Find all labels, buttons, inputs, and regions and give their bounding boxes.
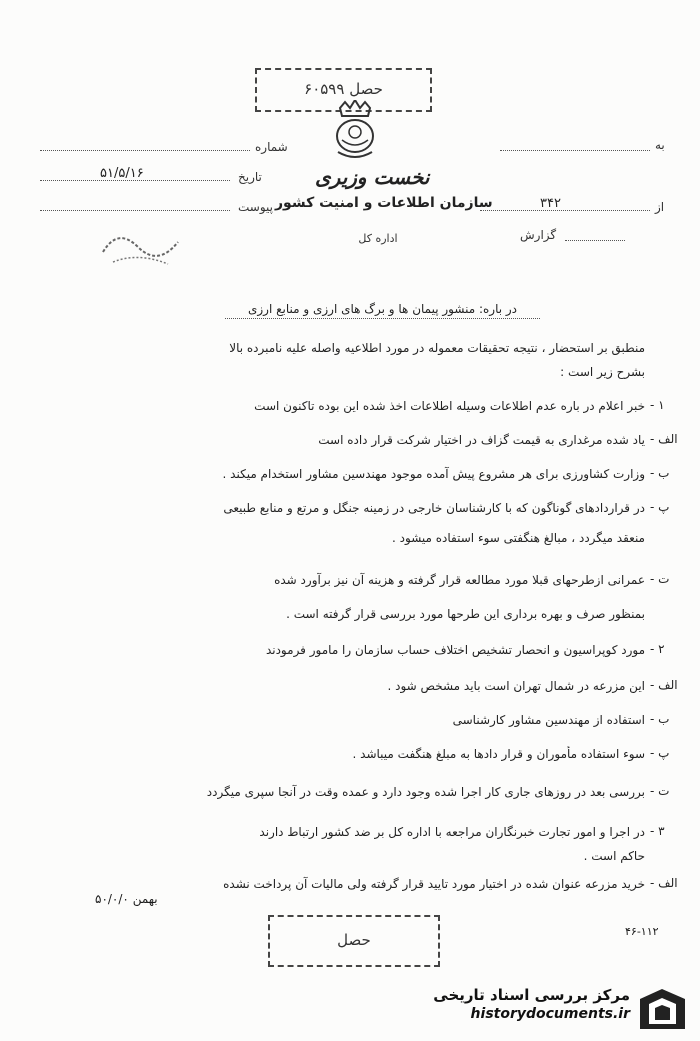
body-line bbox=[20, 784, 670, 800]
body-line-marker: ۳ - bbox=[650, 824, 665, 838]
subject-underline bbox=[225, 318, 540, 319]
body-line bbox=[20, 340, 645, 356]
body-line bbox=[20, 530, 645, 546]
report-label: گزارش bbox=[520, 228, 557, 242]
to-line bbox=[500, 150, 650, 151]
body-line bbox=[20, 364, 645, 380]
body-line-text: در قراردادهای گوناگون که با کارشناسان خارجی در زمینه جنگل و مرتع و منابع طبیعی bbox=[223, 501, 645, 515]
body-line-text: وزارت کشاورزی برای هر مشروع پیش آمده موجود مهندسین مشاور استخدام میکند . bbox=[222, 467, 645, 481]
handwritten-note-icon bbox=[98, 222, 188, 272]
body-line bbox=[20, 824, 665, 840]
body-line bbox=[20, 500, 670, 516]
org-line2: سازمان اطلاعات و امنیت کشور bbox=[275, 195, 493, 211]
body-line-text: استفاده از مهندسین مشاور کارشناسی bbox=[452, 713, 645, 727]
body-line bbox=[20, 432, 678, 448]
number-line bbox=[40, 150, 250, 151]
body-line-text: بررسی بعد در روزهای جاری کار اجرا شده وجود دارد و عمده وقت در آنجا سپری میگردد bbox=[206, 785, 645, 799]
to-label: به bbox=[655, 138, 665, 152]
body-line-text: منطبق بر استحضار ، نتیجه تحقیقات معموله در مورد اطلاعیه واصله علیه نامبرده بالا bbox=[229, 341, 645, 355]
body-line bbox=[20, 876, 678, 892]
enclosure-label: پیوست bbox=[238, 200, 273, 214]
body-line-text: این مزرعه در شمال تهران است باید مشخص شود . bbox=[387, 679, 645, 693]
body-line bbox=[20, 466, 670, 482]
body-line-text: یاد شده مرغداری به قیمت گزاف در اختیار شرکت قرار داده است bbox=[318, 433, 645, 447]
body-line bbox=[20, 572, 670, 588]
body-line-marker: ت - bbox=[650, 572, 670, 586]
from-label: از bbox=[655, 200, 665, 214]
bottom-stamp: حصل bbox=[268, 915, 440, 967]
body-line-text: خبر اعلام در باره عدم اطلاعات وسیله اطلاعات اخذ شده این بوده تاکنون است bbox=[254, 399, 645, 413]
watermark-en: historydocuments.ir bbox=[470, 1006, 630, 1022]
body-line-marker: الف - bbox=[650, 876, 678, 890]
from-line bbox=[480, 210, 650, 211]
body-line-text: حاکم است . bbox=[583, 849, 645, 863]
archive-logo-icon bbox=[635, 984, 690, 1034]
from-value: ۳۴۲ bbox=[540, 196, 561, 211]
body-line bbox=[20, 642, 665, 658]
watermark-fa: مرکز بررسی اسناد تاریخی bbox=[433, 986, 630, 1004]
lion-and-sun-emblem-icon bbox=[330, 100, 380, 162]
body-line bbox=[20, 606, 645, 622]
body-line-marker: ۱ - bbox=[650, 398, 665, 412]
body-line bbox=[20, 398, 665, 414]
body-line bbox=[20, 746, 670, 762]
watermark bbox=[430, 982, 695, 1037]
body-line-text: سوء استفاده مأموران و قرار دادها به مبلغ هنگفت میباشد . bbox=[352, 747, 645, 761]
org-line1: نخست وزیری bbox=[315, 165, 430, 189]
body-line bbox=[20, 678, 678, 694]
body-line-marker: پ - bbox=[650, 746, 670, 760]
page-code: ۴۶-۱۱۲ bbox=[625, 925, 659, 938]
body-line bbox=[20, 848, 645, 864]
body-line-marker: ت - bbox=[650, 784, 670, 798]
body-line-text: بمنظور صرف و بهره برداری این طرحها مورد بررسی قرار گرفته است . bbox=[286, 607, 645, 621]
subject-line: در باره: منشور پیمان ها و برگ های ارزی و منابع ارزی bbox=[247, 302, 518, 316]
body-line bbox=[20, 712, 670, 728]
enclosure-line bbox=[40, 210, 230, 211]
body-line-marker: ب - bbox=[650, 466, 670, 480]
top-stamp: حصل ۶۰۵۹۹ bbox=[255, 68, 432, 112]
body-line-marker: پ - bbox=[650, 500, 670, 514]
body-line-text: مورد کوپراسیون و انحصار تشخیص اختلاف حساب سازمان را مامور فرمودند bbox=[265, 643, 645, 657]
body-line-marker: ۲ - bbox=[650, 642, 665, 656]
org-line3: اداره کل bbox=[358, 232, 398, 245]
closing-line: بهمن ۵۰/۰/۰ bbox=[95, 892, 158, 906]
report-line bbox=[565, 240, 625, 241]
body-line-text: خرید مزرعه عنوان شده در اختیار مورد تایید قرار گرفته ولی مالیات آن پرداخت نشده bbox=[223, 877, 645, 891]
body-line-marker: ب - bbox=[650, 712, 670, 726]
date-value: ۵۱/۵/۱۶ bbox=[100, 166, 144, 181]
body-line-marker: الف - bbox=[650, 678, 678, 692]
date-label: تاریخ bbox=[238, 170, 262, 184]
body-line-text: در اجرا و امور تجارت خبرنگاران مراجعه با اداره کل بر ضد کشور ارتباط دارند bbox=[259, 825, 645, 839]
body-line-text: منعقد میگردد ، مبالغ هنگفتی سوء استفاده میشود . bbox=[392, 531, 645, 545]
body-line-text: بشرح زیر است : bbox=[560, 365, 645, 379]
number-label: شماره bbox=[255, 140, 288, 154]
body-line-marker: الف - bbox=[650, 432, 678, 446]
body-line-text: عمرانی ازطرحهای قبلا مورد مطالعه قرار گرفته و هزینه آن نیز برآورد شده bbox=[274, 573, 645, 587]
